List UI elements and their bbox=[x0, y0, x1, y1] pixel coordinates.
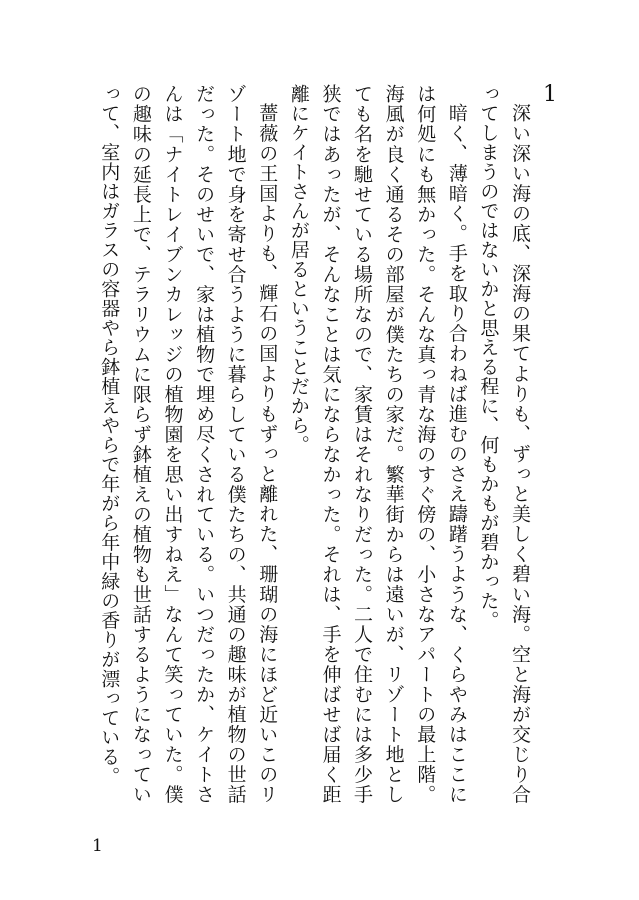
page-number: 1 bbox=[92, 836, 103, 856]
body-text bbox=[75, 84, 535, 804]
paragraph: 深い深い海の底、深海の果てよりも、ずっと美しく碧い海。空と海が交じり合ってしまうのではないかと思える程に、何もかもが碧かった。 bbox=[477, 84, 531, 805]
paragraph: 暗く、薄暗く。手を取り合わねば進むのさえ躊躇うような、くらやみはここには何処にも無かった。そんな真っ青な海のすぐ傍の、小さなアパートの最上階。海風が良く通るその部屋が僕たちの家だ。繁華街からは遠いが、リゾート地としても名を馳せている場所なので、家賃はそれなりだった。二人で住むには多少手狭ではあったが、そんなことは気にならなかった。それは、手を伸ばせば届く距離にケイトさんが居るということだから。 bbox=[287, 84, 468, 804]
paragraph: 薔薇の王国よりも、輝石の国よりもずっと離れた、珊瑚の海にほど近いこのリゾート地で身を寄せ合うように暮らしている僕たちの、共通の趣味が植物の世話だった。そのせいで、家は植物で埋め尽くされている。いつだったか、ケイトさんは「ナイトレイブンカレッジの植物園を思い出すねえ」なんて笑っていた。僕の趣味の延長上で、テラリウムに限らず鉢植えの植物も世話するようになっていって、室内はガラスの容器やら鉢植えやらで年がら年中緑の香りが漂っている。 bbox=[98, 84, 279, 804]
chapter-number: 1 bbox=[543, 82, 557, 107]
